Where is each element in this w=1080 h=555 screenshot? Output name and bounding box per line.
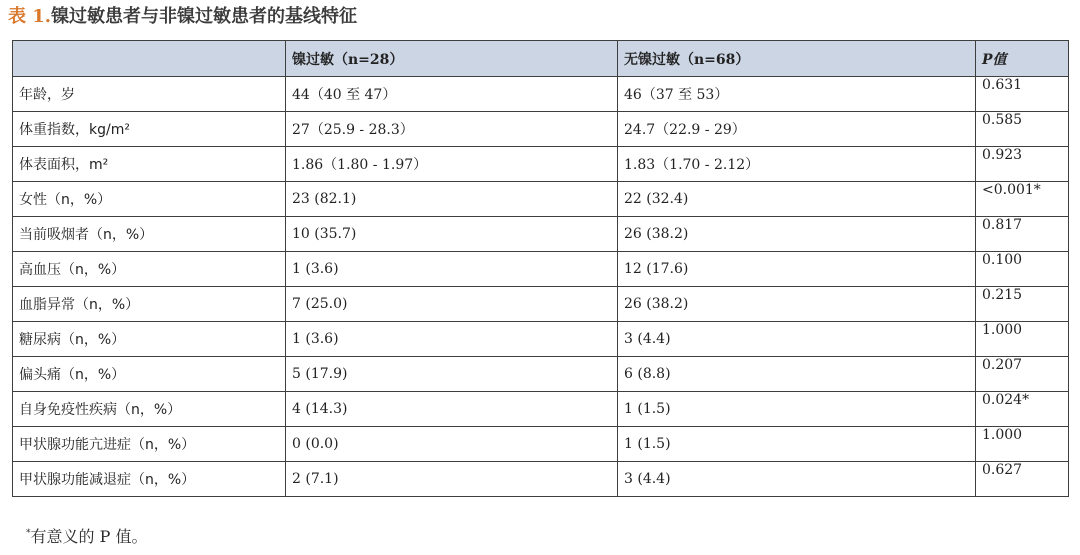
- table-row: [13, 182, 1069, 217]
- nickel-allergy-value: 4 (14.3): [286, 392, 618, 427]
- footnote-mark: *: [26, 528, 31, 539]
- nickel-allergy-value: 0 (0.0): [286, 427, 618, 462]
- no-nickel-allergy-value: 24.7（22.9 - 29）: [618, 112, 976, 147]
- table-row: [13, 112, 1069, 147]
- footnote: [26, 524, 147, 547]
- nickel-allergy-value: 2 (7.1): [286, 462, 618, 497]
- table-row: [13, 287, 1069, 322]
- table-row: [13, 392, 1069, 427]
- no-nickel-allergy-value: 26 (38.2): [618, 217, 976, 252]
- p-value: 0.585: [976, 112, 1069, 147]
- header-characteristic: [13, 41, 286, 77]
- p-value: 0.923: [976, 147, 1069, 182]
- nickel-allergy-value: 27（25.9 - 28.3）: [286, 112, 618, 147]
- caption-title: 镍过敏患者与非镍过敏患者的基线特征: [51, 6, 358, 27]
- p-value: 0.100: [976, 252, 1069, 287]
- table-row: [13, 427, 1069, 462]
- caption-label: 表 1.: [8, 6, 52, 27]
- row-label: 女性（n，%）: [13, 182, 286, 217]
- no-nickel-allergy-value: 6 (8.8): [618, 357, 976, 392]
- nickel-allergy-value: 1 (3.6): [286, 252, 618, 287]
- nickel-allergy-value: 1 (3.6): [286, 322, 618, 357]
- no-nickel-allergy-value: 1 (1.5): [618, 427, 976, 462]
- row-label: 血脂异常（n，%）: [13, 287, 286, 322]
- p-value: 0.817: [976, 217, 1069, 252]
- row-label: 高血压（n，%）: [13, 252, 286, 287]
- no-nickel-allergy-value: 12 (17.6): [618, 252, 976, 287]
- no-nickel-allergy-value: 46（37 至 53）: [618, 77, 976, 112]
- p-value: 0.207: [976, 357, 1069, 392]
- table-row: [13, 322, 1069, 357]
- nickel-allergy-value: 7 (25.0): [286, 287, 618, 322]
- p-value: 1.000: [976, 427, 1069, 462]
- table-row: [13, 147, 1069, 182]
- p-value: 1.000: [976, 322, 1069, 357]
- p-value: 0.631: [976, 77, 1069, 112]
- no-nickel-allergy-value: 3 (4.4): [618, 462, 976, 497]
- footnote-text: 有意义的 P 值。: [30, 527, 148, 546]
- no-nickel-allergy-value: 1.83（1.70 - 2.12）: [618, 147, 976, 182]
- header-p-value: P值: [976, 41, 1069, 77]
- p-value: 0.627: [976, 462, 1069, 497]
- row-label: 甲状腺功能减退症（n，%）: [13, 462, 286, 497]
- table-caption: [8, 4, 357, 30]
- p-value: <0.001*: [976, 182, 1069, 217]
- table-row: [13, 252, 1069, 287]
- table-row: [13, 357, 1069, 392]
- nickel-allergy-value: 10 (35.7): [286, 217, 618, 252]
- no-nickel-allergy-value: 26 (38.2): [618, 287, 976, 322]
- table-header-row: [13, 41, 1069, 77]
- nickel-allergy-value: 23 (82.1): [286, 182, 618, 217]
- no-nickel-allergy-value: 22 (32.4): [618, 182, 976, 217]
- row-label: 自身免疫性疾病（n，%）: [13, 392, 286, 427]
- row-label: 年龄，岁: [13, 77, 286, 112]
- baseline-characteristics-table: [12, 40, 1069, 497]
- table-body: [13, 77, 1069, 497]
- row-label: 糖尿病（n，%）: [13, 322, 286, 357]
- nickel-allergy-value: 1.86（1.80 - 1.97）: [286, 147, 618, 182]
- no-nickel-allergy-value: 1 (1.5): [618, 392, 976, 427]
- header-nickel-allergy: 镍过敏（n=28）: [286, 41, 618, 77]
- row-label: 甲状腺功能亢进症（n，%）: [13, 427, 286, 462]
- row-label: 偏头痛（n，%）: [13, 357, 286, 392]
- row-label: 当前吸烟者（n，%）: [13, 217, 286, 252]
- header-no-nickel-allergy: 无镍过敏（n=68）: [618, 41, 976, 77]
- table-row: [13, 77, 1069, 112]
- p-value: 0.215: [976, 287, 1069, 322]
- row-label: 体重指数，kg/m²: [13, 112, 286, 147]
- table-row: [13, 462, 1069, 497]
- p-value: 0.024*: [976, 392, 1069, 427]
- nickel-allergy-value: 5 (17.9): [286, 357, 618, 392]
- row-label: 体表面积，m²: [13, 147, 286, 182]
- table-row: [13, 217, 1069, 252]
- nickel-allergy-value: 44（40 至 47）: [286, 77, 618, 112]
- no-nickel-allergy-value: 3 (4.4): [618, 322, 976, 357]
